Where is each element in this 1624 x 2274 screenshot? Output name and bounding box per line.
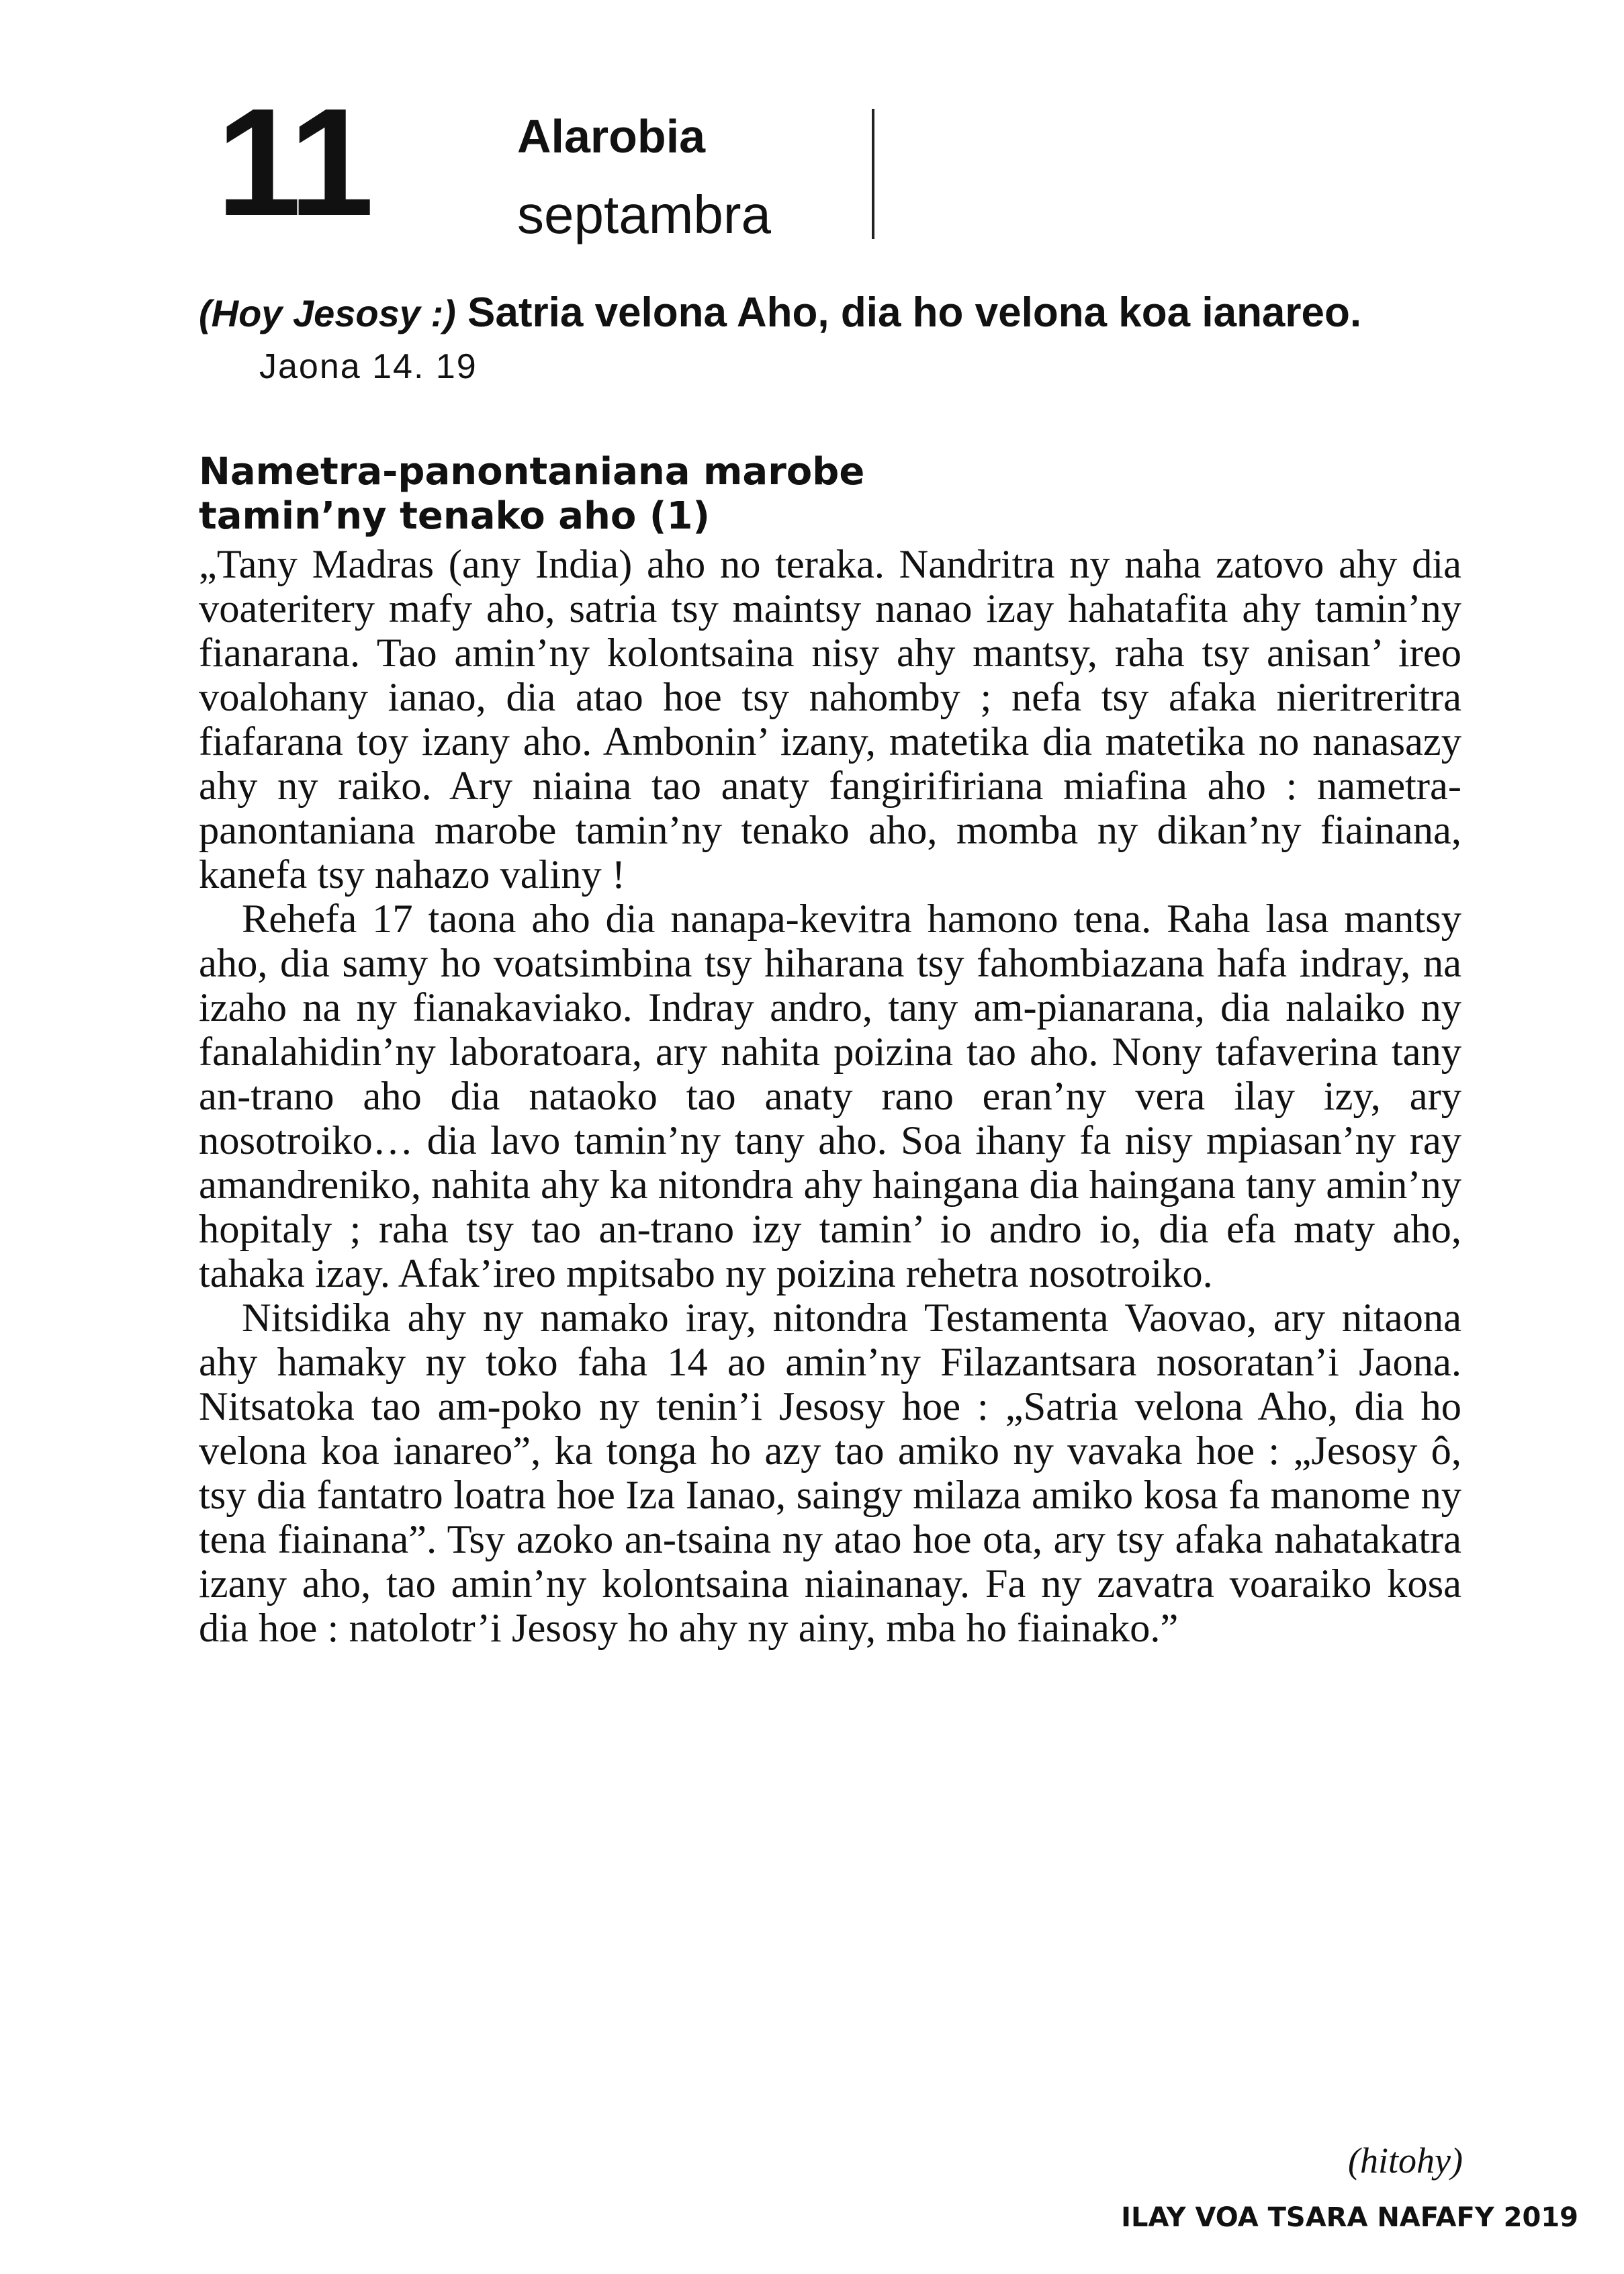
article-paragraph-1: „Tany Madras (any India) aho no teraka. Nandritra ny naha zatovo ahy dia voateritery mafy aho, satria tsy maintsy nanao izay hahatafita ahy tamin’ny fianarana. Tao amin’ny kolontsaina nisy ahy mantsy, raha tsy anisan’ ireo voalohany ianao, dia atao hoe tsy nahomby ; nefa tsy afaka nieritreritra fiafarana toy izany aho. Ambonin’ izany, matetika dia matetika no nanasazy ahy ny raiko. Ary niaina tao anaty fangirifiriana miafina aho : nametra-panontaniana marobe tamin’ny tenako aho, momba ny dikan’ny fiainana, kanefa tsy nahazo valiny !: [199, 542, 1461, 897]
article-paragraph-2: Rehefa 17 taona aho dia nanapa-kevitra hamono tena. Raha lasa mantsy aho, dia samy ho voatsimbina tsy hiharana tsy fahombiazana hafa indray, na izaho na ny fianakaviako. Indray andro, tany am-pianarana, dia nalaiko ny fanalahidin’ny laboratoara, ary nahita poizina tao aho. Nony tafaverina tany an-trano aho dia nataoko tao anaty rano eran’ny vera ilay izy, ary nosotroiko… dia lavo tamin’ny tany aho. Soa ihany fa nisy mpiasan’ny ray amandreniko, nahita ahy ka nitondra ahy haingana dia haingana tany amin’ny hopitaly ; raha tsy tao an-trano izy tamin’ io andro io, dia efa maty aho, tahaka izay. Afak’ireo mpitsabo ny poizina rehetra nosotroiko.: [199, 897, 1461, 1296]
header-divider: [872, 109, 874, 239]
article-title-line-2: tamin’ny tenako aho (1): [199, 494, 711, 538]
weekday: Alarobia: [517, 110, 706, 163]
continuation-note: (hitohy): [1348, 2140, 1463, 2181]
article-title: [199, 450, 1273, 539]
verse-text: Satria velona Aho, dia ho velona koa ianareo.: [467, 289, 1362, 336]
article-title-line-1: Nametra-panontaniana marobe: [199, 450, 865, 494]
day-number: 11: [216, 77, 371, 248]
verse-reference: Jaona 14. 19: [259, 347, 478, 386]
article-paragraph-3: Nitsidika ahy ny namako iray, nitondra Testamenta Vaovao, ary nitaona ahy hamaky ny toko faha 14 ao amin’ny Filazantsara nosoratan’i Jaona. Nitsatoka tao am-poko ny tenin’i Jesosy hoe : „Satria velona Aho, dia ho velona koa ianareo”, ka tonga ho azy tao amiko ny vavaka hoe : „Jesosy ô, tsy dia fantatro loatra hoe Iza Ianao, saingy milaza amiko kosa fa manome ny tena fiainana”. Tsy azoko an-tsaina ny atao hoe ota, ary tsy afaka nahatakatra izany aho, tao amin’ny kolontsaina niainanay. Fa ny zavatra voaraiko kosa dia hoe : natolotr’i Jesosy ho ahy ny ainy, mba ho fiainako.”: [199, 1295, 1461, 1651]
article-body: [199, 543, 1461, 1651]
daily-verse: [199, 287, 1461, 392]
month: septambra: [517, 185, 771, 244]
verse-prefix: (Hoy Jesosy :): [199, 292, 456, 334]
publication-footer: ILAY VOA TSARA NAFAFY 2019: [1121, 2202, 1578, 2233]
